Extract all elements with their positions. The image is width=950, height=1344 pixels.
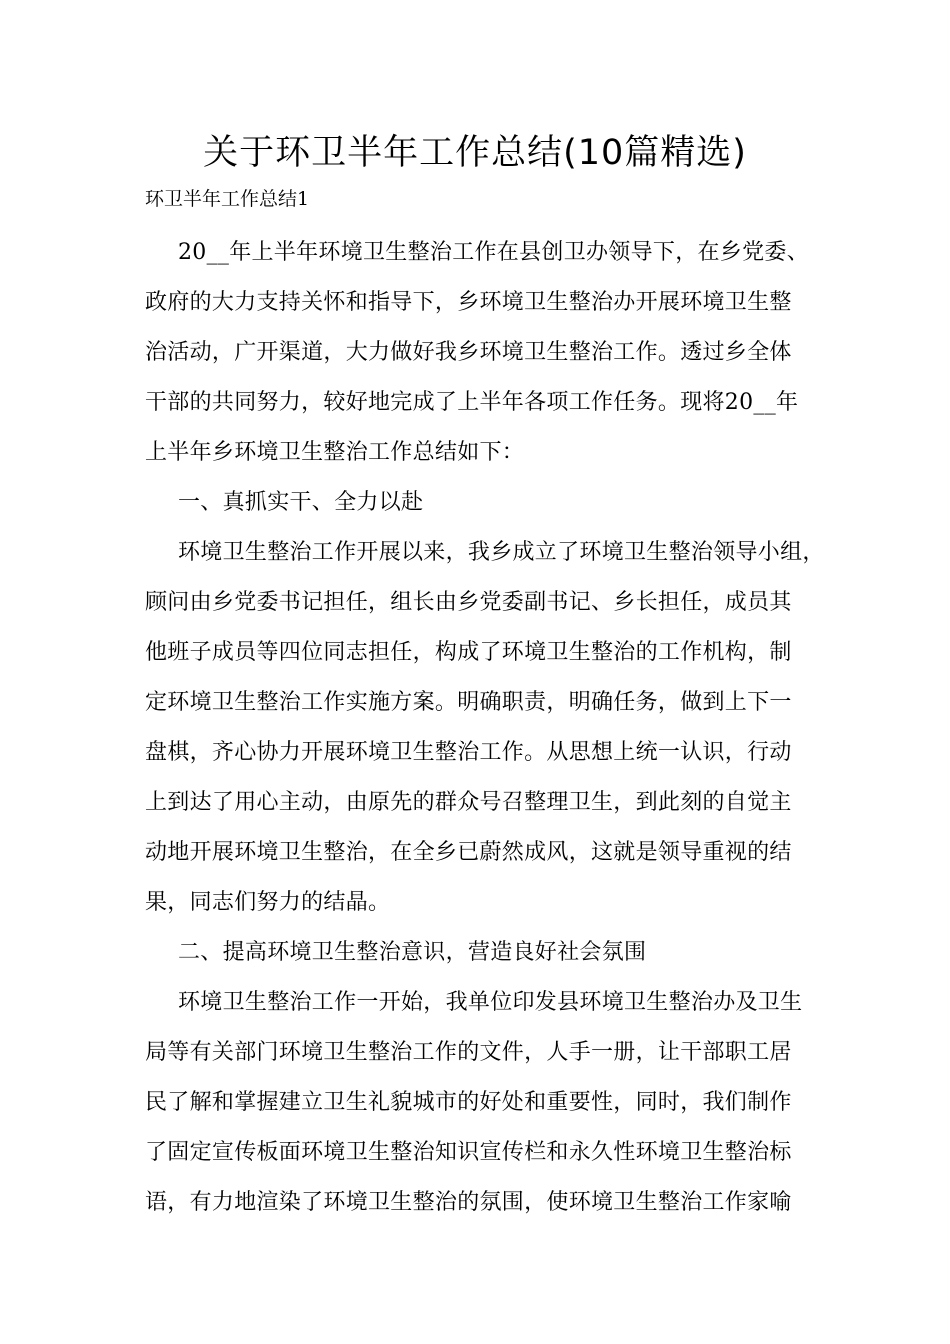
paragraph [145, 978, 807, 1228]
paragraph-line: 局等有关部门环境卫生整治工作的文件，人手一册，让干部职工居 [145, 1040, 792, 1065]
paragraph-line: 盘棋，齐心协力开展环境卫生整治工作。从思想上统一认识，行动 [145, 740, 792, 765]
paragraph-line: 政府的大力支持关怀和指导下，乡环境卫生整治办开展环境卫生整 [145, 290, 792, 315]
paragraph-line: 果，同志们努力的结晶。 [145, 890, 391, 915]
paragraph-line: 民了解和掌握建立卫生礼貌城市的好处和重要性，同时，我们制作 [145, 1090, 792, 1115]
paragraph-line: 动地开展环境卫生整治，在全乡已蔚然成风，这就是领导重视的结 [145, 840, 792, 865]
paragraph-line: 上半年乡环境卫生整治工作总结如下： [145, 440, 525, 465]
paragraph-line: 了固定宣传板面环境卫生整治知识宣传栏和永久性环境卫生整治标 [145, 1140, 792, 1165]
paragraph-line: 定环境卫生整治工作实施方案。明确职责，明确任务，做到上下一 [145, 690, 792, 715]
section-subtitle: 环卫半年工作总结1 [145, 188, 310, 210]
paragraph-line: 语，有力地渲染了环境卫生整治的氛围，使环境卫生整治工作家喻 [145, 1190, 792, 1215]
paragraph-line: 顾问由乡党委书记担任，组长由乡党委副书记、乡长担任，成员其 [145, 590, 792, 615]
paragraph-line: 上到达了用心主动，由原先的群众号召整理卫生，到此刻的自觉主 [145, 790, 792, 815]
paragraph-line: 20__年上半年环境卫生整治工作在县创卫办领导下，在乡党委、 [178, 240, 809, 265]
section-heading-text: 二、提高环境卫生整治意识，营造良好社会氛围 [178, 940, 647, 965]
paragraph [145, 528, 825, 928]
document-body [145, 228, 825, 1228]
paragraph-line: 治活动，广开渠道，大力做好我乡环境卫生整治工作。透过乡全体 [145, 340, 792, 365]
paragraph-line: 干部的共同努力，较好地完成了上半年各项工作任务。现将20__年 [145, 390, 799, 415]
section-heading-text: 一、真抓实干、全力以赴 [178, 490, 424, 515]
section-heading [145, 928, 807, 978]
paragraph-line: 他班子成员等四位同志担任，构成了环境卫生整治的工作机构，制 [145, 640, 792, 665]
document-title: 关于环卫半年工作总结(10篇精选) [203, 133, 747, 173]
section-heading [145, 478, 807, 528]
paragraph [145, 228, 807, 478]
paragraph-line: 环境卫生整治工作开展以来，我乡成立了环境卫生整治领导小组， [178, 540, 825, 565]
paragraph-line: 环境卫生整治工作一开始，我单位印发县环境卫生整治办及卫生 [178, 990, 803, 1015]
